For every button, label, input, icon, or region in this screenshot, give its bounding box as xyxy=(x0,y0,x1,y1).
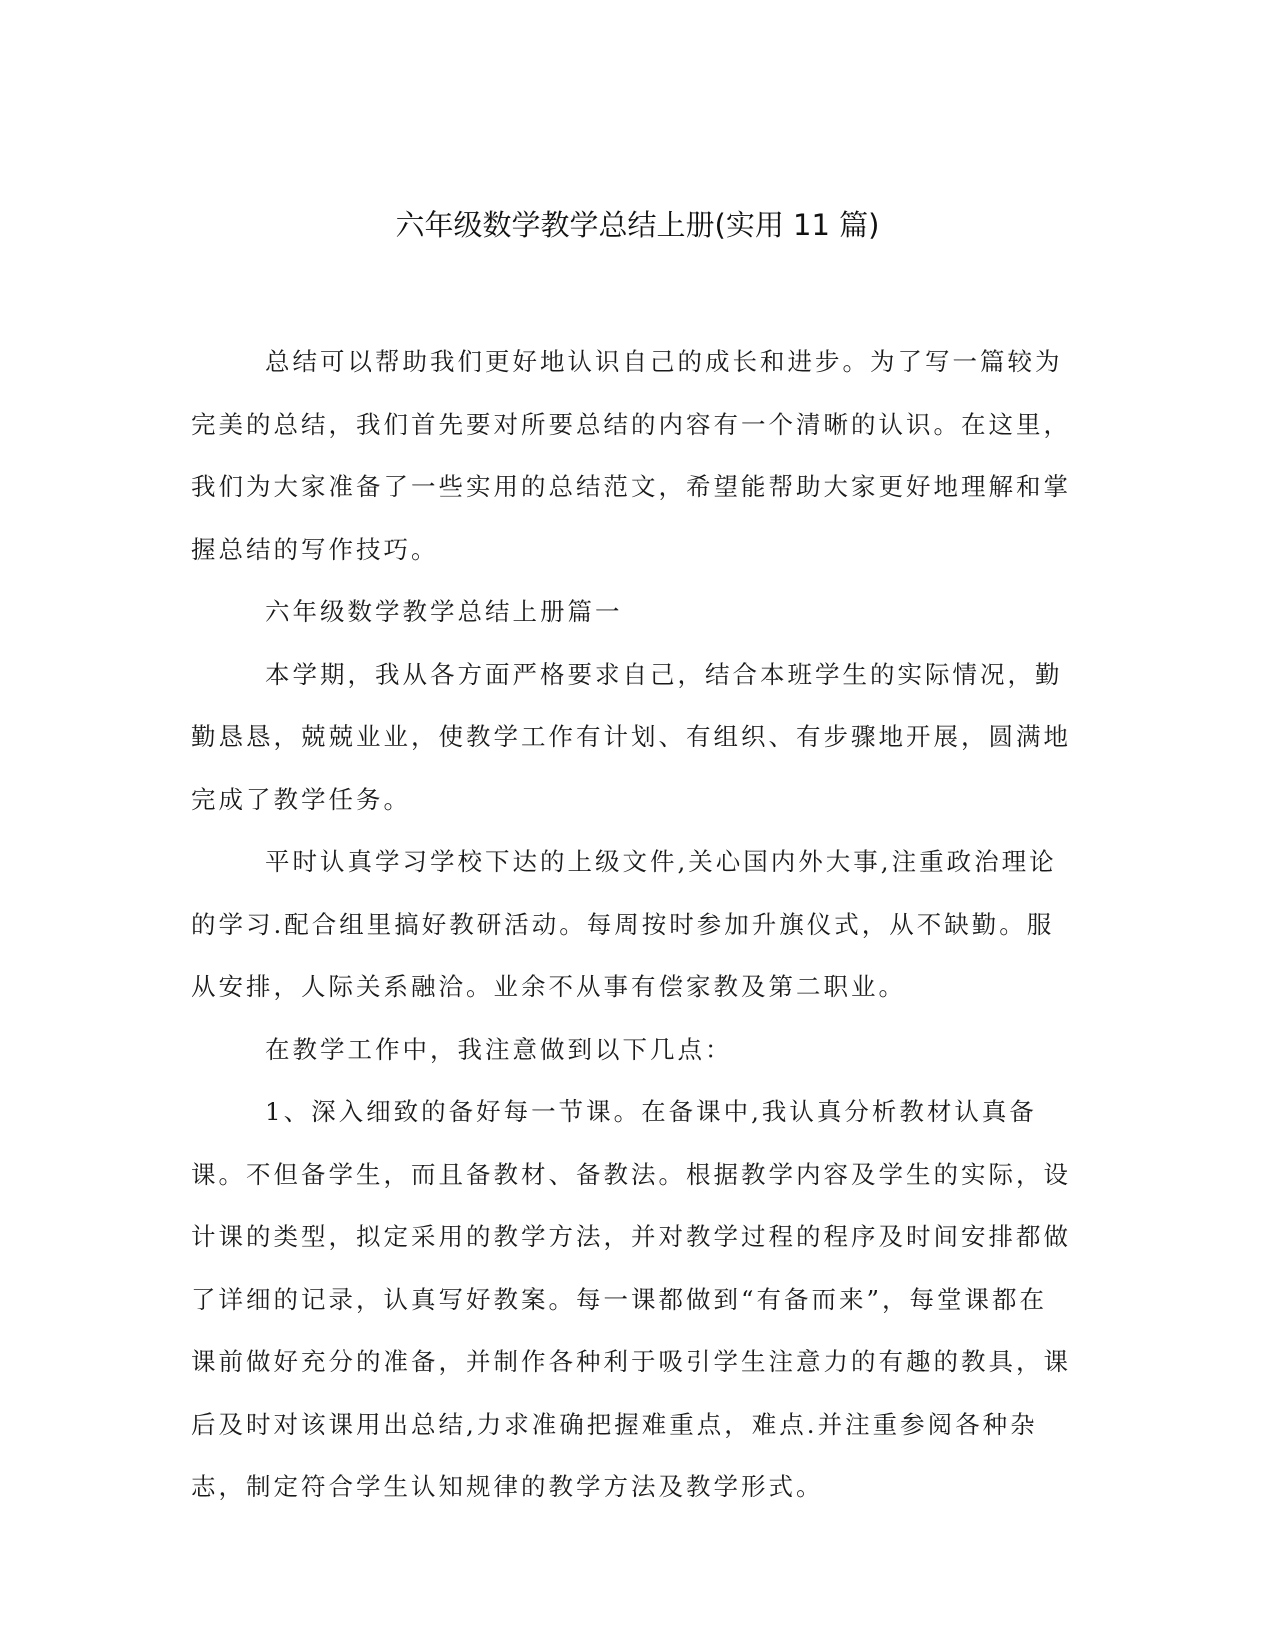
paragraph-daily-study: 平时认真学习学校下达的上级文件,关心国内外大事,注重政治理论的学习.配合组里搞好教研活动。每周按时参加升旗仪式，从不缺勤。服从安排，人际关系融洽。业余不从事有偿家教及第二职业。 xyxy=(191,847,1057,1001)
paragraph-teaching-points: 在教学工作中，我注意做到以下几点： xyxy=(265,1034,733,1064)
document-body xyxy=(191,331,1071,1519)
section-heading: 六年级数学教学总结上册篇一 xyxy=(265,597,623,626)
document-title: 六年级数学教学总结上册(实用 11 篇) xyxy=(395,208,880,242)
paragraph-lesson-prep: 1、深入细致的备好每一节课。在备课中,我认真分析教材认真备课。不但备学生，而且备教材、备教法。根据教学内容及学生的实际，设计课的类型，拟定采用的教学方法，并对教学过程的程序及时间安排都做了详细的记录，认真写好教案。每一课都做到“有备而来”，每堂课都在课前做好充分的准备，并制作各种利于吸引学生注意力的有趣的教具，课后及时对该课用出总结,力求准确把握难重点，难点.并注重参阅各种杂志，制定符合学生认知规律的教学方法及教学形式。 xyxy=(191,1097,1071,1501)
paragraph-intro: 总结可以帮助我们更好地认识自己的成长和进步。为了写一篇较为完美的总结，我们首先要对所要总结的内容有一个清晰的认识。在这里，我们为大家准备了一些实用的总结范文，希望能帮助大家更好地理解和掌握总结的写作技巧。 xyxy=(191,347,1071,564)
paragraph-semester: 本学期，我从各方面严格要求自己，结合本班学生的实际情况，勤勤恳恳，兢兢业业，使教学工作有计划、有组织、有步骤地开展，圆满地完成了教学任务。 xyxy=(191,659,1071,814)
